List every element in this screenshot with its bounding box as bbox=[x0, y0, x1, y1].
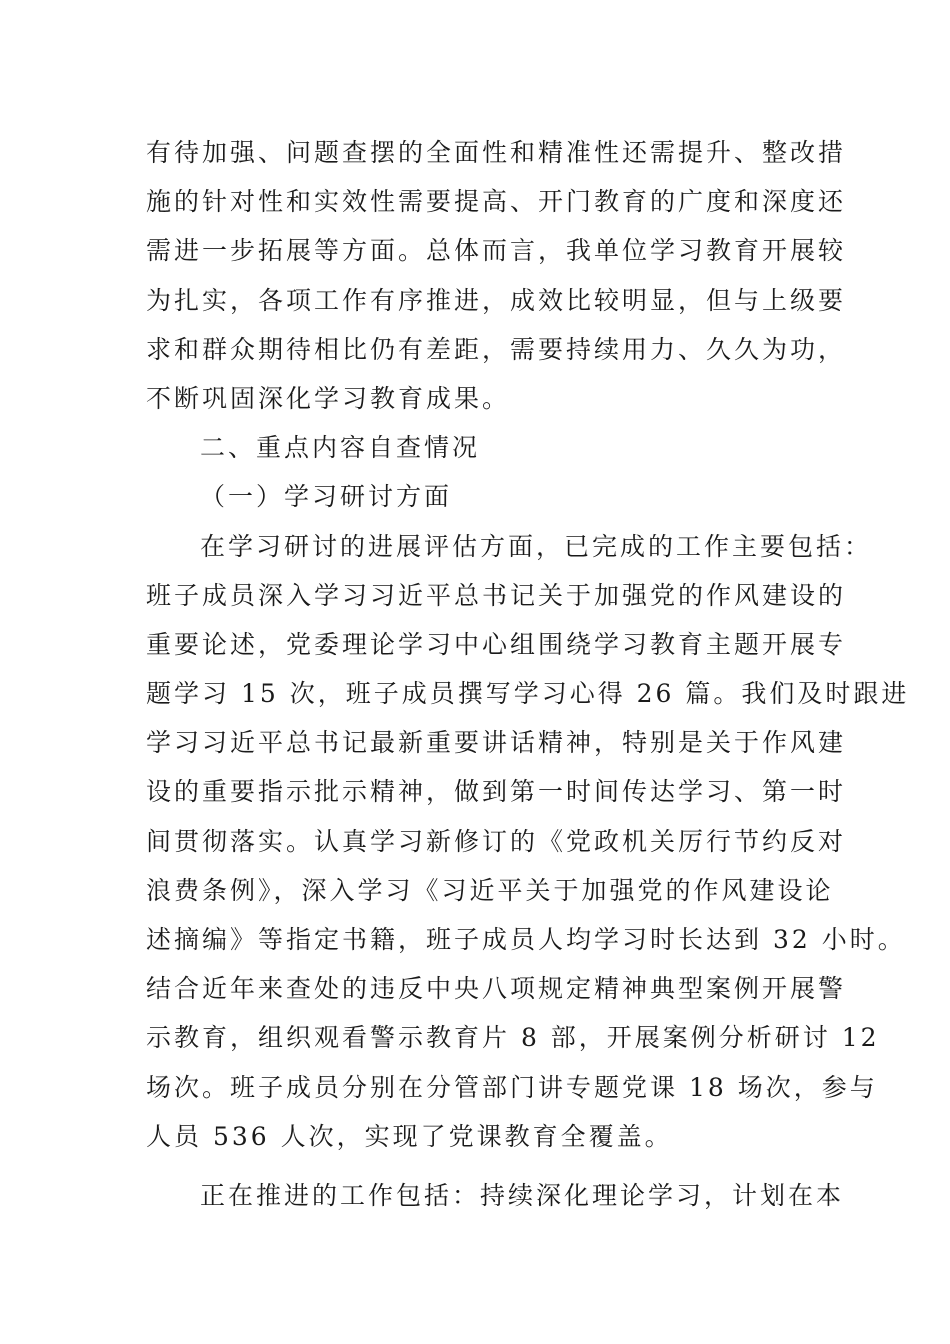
body-line: 间贯彻落实。认真学习新修订的《党政机关厉行节约反对 bbox=[146, 826, 847, 856]
body-line: 示教育，组织观看警示教育片 8 部，开展案例分析研讨 12 bbox=[146, 1023, 880, 1053]
body-line: 设的重要指示批示精神，做到第一时间传达学习、第一时 bbox=[146, 777, 847, 807]
section-heading: 二、重点内容自查情况 bbox=[200, 433, 481, 463]
body-line: 施的针对性和实效性需要提高、开门教育的广度和深度还 bbox=[146, 187, 847, 217]
body-line: 不断巩固深化学习教育成果。 bbox=[146, 383, 511, 413]
body-line: 重要论述，党委理论学习中心组围绕学习教育主题开展专 bbox=[146, 629, 847, 659]
paragraph-gap bbox=[146, 1161, 946, 1171]
body-line: 结合近年来查处的违反中央八项规定精神典型案例开展警 bbox=[146, 974, 847, 1004]
body-line: 场次。班子成员分别在分管部门讲专题党课 18 场次，参与 bbox=[146, 1072, 878, 1102]
paragraph-first-line: 正在推进的工作包括：持续深化理论学习，计划在本 bbox=[200, 1180, 845, 1210]
body-line: 为扎实，各项工作有序推进，成效比较明显，但与上级要 bbox=[146, 285, 847, 315]
paragraph-first-line: 在学习研讨的进展评估方面，已完成的工作主要包括： bbox=[200, 531, 873, 561]
body-line: 浪费条例》，深入学习《习近平关于加强党的作风建设论 bbox=[146, 875, 834, 905]
subsection-heading: （一）学习研讨方面 bbox=[200, 482, 453, 512]
body-line: 班子成员深入学习习近平总书记关于加强党的作风建设的 bbox=[146, 580, 847, 610]
body-line: 学习习近平总书记最新重要讲话精神，特别是关于作风建 bbox=[146, 728, 847, 758]
body-line: 有待加强、问题查摆的全面性和精准性还需提升、整改措 bbox=[146, 138, 847, 167]
body-line: 述摘编》等指定书籍，班子成员人均学习时长达到 32 小时。 bbox=[146, 925, 906, 954]
document-body bbox=[146, 128, 946, 1220]
body-line: 需进一步拓展等方面。总体而言，我单位学习教育开展较 bbox=[146, 236, 847, 266]
body-line: 求和群众期待相比仍有差距，需要持续用力、久久为功， bbox=[146, 334, 847, 364]
body-line: 题学习 15 次，班子成员撰写学习心得 26 篇。我们及时跟进 bbox=[146, 679, 910, 709]
body-line: 人员 536 人次，实现了党课教育全覆盖。 bbox=[146, 1121, 673, 1151]
